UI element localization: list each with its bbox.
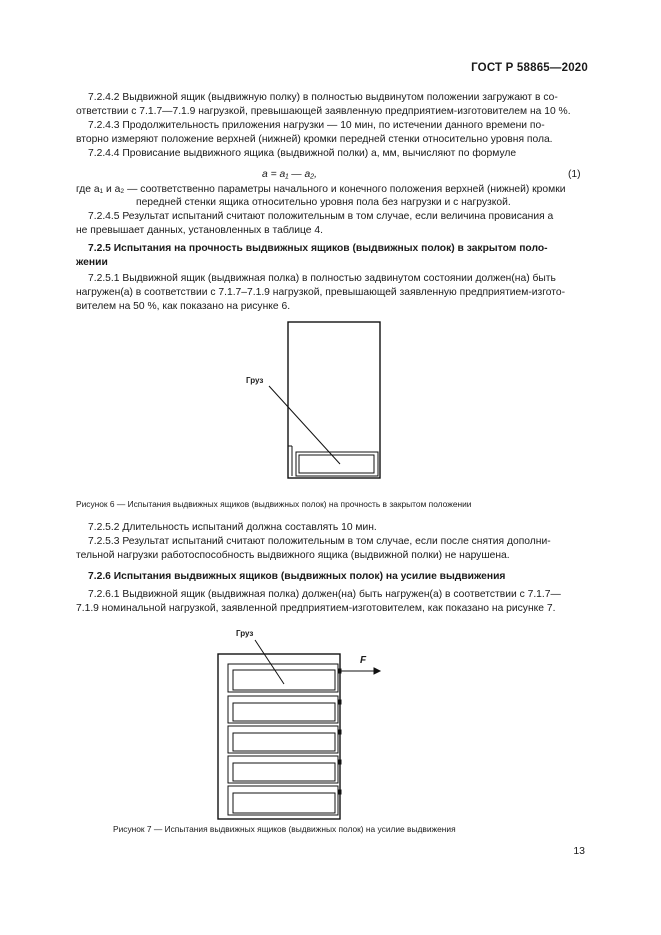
para-7244-line1: 7.2.4.4 Провисание выдвижного ящика (выдвижной полки) a, мм, вычисляют по формуле xyxy=(88,148,517,159)
heading-726: 7.2.6 Испытания выдвижных ящиков (выдвижных полок) на усилие выдвижения xyxy=(88,571,506,582)
fig7-caption: Рисунок 7 — Испытания выдвижных ящиков (выдвижных полок) на усилие выдвижения xyxy=(113,824,456,834)
para-7261-line1: 7.2.6.1 Выдвижной ящик (выдвижная полка) должен(на) быть нагружен(а) в соответствии с 7.1.7— xyxy=(88,589,561,600)
fig7-force-label: F xyxy=(360,655,367,666)
para-7251-line3: вителем на 50 %, как показано на рисунке 6. xyxy=(76,301,291,312)
document-header: ГОСТ Р 58865—2020 xyxy=(471,62,588,74)
fig7-drawer-1 xyxy=(228,664,338,692)
fig7-drawer-2-inner xyxy=(233,703,335,721)
fig7-handle-5 xyxy=(338,790,341,794)
para-7252-line1: 7.2.5.2 Длительность испытаний должна составлять 10 мин. xyxy=(88,522,377,533)
fig7-leader-line xyxy=(255,640,284,684)
fig6-leader-line xyxy=(269,386,340,464)
para-7242-line2: ответствии с 7.1.7—7.1.9 нагрузкой, превышающей заявленную предприятием-изготовителем на 10 %. xyxy=(76,106,571,117)
fig6-drawer-inner xyxy=(299,455,374,473)
para-7253-line1: 7.2.5.3 Результат испытаний считают положительным в том случае, если после снятия дополни- xyxy=(88,536,551,547)
para-7261-line2: 7.1.9 номинальной нагрузкой, заявленной предприятием-изготовителем, как показано на рисунке 7. xyxy=(76,603,556,614)
where-line2: передней стенки ящика относительно уровня пола без нагрузки и с нагрузкой. xyxy=(136,197,511,208)
heading-725-line2: жении xyxy=(76,257,108,268)
para-7251-line2: нагружен(а) в соответствии с 7.1.7–7.1.9 нагрузкой, превышающей заявленную предприятием-изгото- xyxy=(76,287,566,298)
formula: a = a₁ — a₂, xyxy=(262,169,317,180)
para-7243-line1: 7.2.4.3 Продолжительность приложения нагрузки — 10 мин, по истечении данного времени по- xyxy=(88,120,545,131)
fig7-load-label: Груз xyxy=(236,629,254,638)
where-line1: где a₁ и a₂ — соответственно параметры начального и конечного положения верхней (нижней) кромки xyxy=(76,184,566,195)
fig7-cabinet xyxy=(218,654,340,819)
fig7-drawer-4 xyxy=(228,756,338,783)
fig7-drawer-5 xyxy=(228,786,338,815)
page-number: 13 xyxy=(573,845,585,857)
fig7-drawer-1-inner xyxy=(233,670,335,690)
para-7253-line2: тельной нагрузки работоспособность выдвижного ящика (выдвижной полки) не нарушена. xyxy=(76,550,510,561)
fig6-cabinet xyxy=(288,322,380,478)
fig7-handle-2 xyxy=(338,700,341,704)
fig6-drawer xyxy=(296,452,378,476)
para-7243-line2: вторно измеряют положение верхней (нижней) кромки передней стенки относительно уровня пола. xyxy=(76,134,553,145)
fig6-load-label: Груз xyxy=(246,376,264,385)
fig7-drawer-3-inner xyxy=(233,733,335,751)
heading-725-line1: 7.2.5 Испытания на прочность выдвижных ящиков (выдвижных полок) в закрытом поло- xyxy=(88,243,548,254)
formula-number: (1) xyxy=(568,169,581,180)
fig7-drawer-2 xyxy=(228,696,338,723)
fig7-handle-4 xyxy=(338,760,341,764)
para-7251-line1: 7.2.5.1 Выдвижной ящик (выдвижная полка) в полностью задвинутом состоянии должен(на) быть xyxy=(88,273,556,284)
fig7-drawer-3 xyxy=(228,726,338,753)
para-7245-line1: 7.2.4.5 Результат испытаний считают положительным в том случае, если величина провисания a xyxy=(88,211,554,222)
fig7-handle-3 xyxy=(338,730,341,734)
fig7-drawer-4-inner xyxy=(233,763,335,781)
para-7245-line2: не превышает данных, установленных в таблице 4. xyxy=(76,225,323,236)
fig7-handle-1 xyxy=(338,669,341,673)
fig7-arrowhead xyxy=(374,668,380,674)
fig7-drawer-5-inner xyxy=(233,793,335,813)
para-7242-line1: 7.2.4.2 Выдвижной ящик (выдвижную полку) в полностью выдвинутом положении загружают в со- xyxy=(88,92,558,103)
fig6-caption: Рисунок 6 — Испытания выдвижных ящиков (выдвижных полок) на прочность в закрытом положении xyxy=(76,499,472,509)
